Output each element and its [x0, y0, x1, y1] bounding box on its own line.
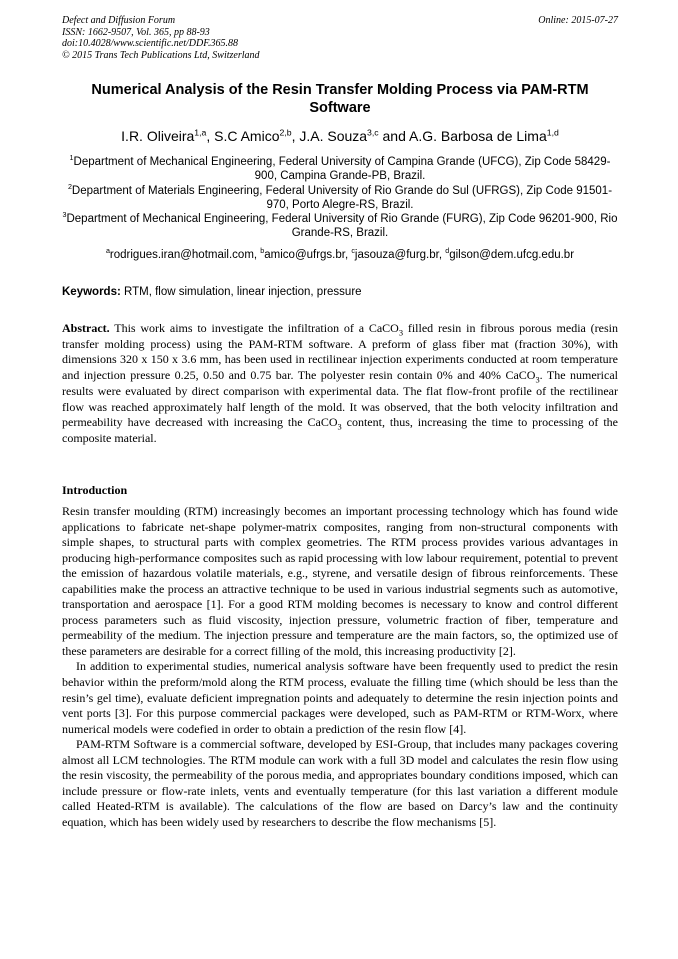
- author-list: I.R. Oliveira$^{1,a}$, S.C Amico$^{2,b}$, J.A. Souza$^{3,c}$ and A.G. Barbosa de Lima$^{1,d}$: [121, 127, 559, 144]
- paragraph: Resin transfer moulding (RTM) increasingly becomes an important processing technology which has found wide applications to fabricate net-shape polymer-matrix composites, ranging from non-structural components with simple shapes, to structural parts with complex geometries. The RTM process provides various advantages in producing high-performance composites such as rapid processing with low labour requirement, potential to prevent the emission of hazardous volatile materials, e.g., styrene, and versatile design of fibrous reinforcements. These capabilities make the process an attractive technique to be used in various industrial segments such as automotive, transportation and aerospace [1]. For a good RTM molding becomes is necessary to know and control different process parameters such as fluid viscosity, injection pressure, volumetric fraction of fiber, temperature and permeability of the medium. The injection pressure and temperature are the main factors, so, the optimized use of these parameters are desirable for a correct filling of the mold, this increasing productivity [2].: [62, 504, 618, 658]
- affiliation-list: [62, 155, 618, 241]
- email[interactable]: $^a$rodrigues.iran@hotmail.com: [105, 247, 254, 261]
- paper-title: Numerical Analysis of the Resin Transfer Molding Process via PAM-RTM Software: [91, 82, 589, 116]
- paragraph: In addition to experimental studies, numerical analysis software have been frequently used to predict the resin behavior within the preform/mold along the RTM process, evaluate the filling time (which should be less than the resin’s gel time), evaluate deficient impregnation points and adequately to determine the resin injection points and vent ports [3]. For this purpose commercial packages were developed, such as PAM-RTM or RTM-Worx, where numerical models were codefied in order to obtain a prediction of the resin flow [4].: [62, 659, 618, 736]
- email[interactable]: $^c$jasouza@furg.br: [351, 247, 439, 261]
- section-heading-introduction: Introduction: [62, 483, 128, 497]
- email[interactable]: $^d$gilson@dem.ufcg.edu.br: [445, 247, 575, 261]
- email[interactable]: $^b$amico@ufrgs.br: [260, 247, 345, 261]
- email-list: $^a$rodrigues.iran@hotmail.com, $^b$amico@ufrgs.br, $^c$jasouza@furg.br, $^d$gilson@dem.ufcg.edu.br: [105, 247, 575, 261]
- doi-line: doi:10.4028/www.scientific.net/DDF.365.88: [62, 38, 239, 49]
- journal-header: [62, 15, 618, 61]
- copyright-line: © 2015 Trans Tech Publications Ltd, Switzerland: [62, 49, 260, 61]
- affiliation: $^3$Department of Mechanical Engineering, Federal University of Rio Grande (FURG), Zip Code 96201-900, Rio Grande-RS, Brazil.: [62, 211, 618, 240]
- keywords-label: Keywords:: [62, 286, 121, 298]
- affiliation: $^2$Department of Materials Engineering, Federal University of Rio Grande do Sul (UFRGS), Zip Code 91501-970, Porto Alegre-RS, Brazil.: [67, 182, 613, 211]
- keywords: [62, 285, 618, 299]
- author: A.G. Barbosa de Lima$^{1,d}$: [409, 127, 559, 144]
- affiliation: $^1$Department of Mechanical Engineering, Federal University of Campina Grande (UFCG), Zip Code 58429-900, Campina Grande-PB, Brazil.: [69, 154, 611, 183]
- keywords-text: RTM, flow simulation, linear injection, pressure: [120, 286, 362, 298]
- author: I.R. Oliveira$^{1,a}$: [121, 127, 207, 144]
- issn-line: ISSN: 1662-9507, Vol. 365, pp 88-93: [62, 26, 210, 38]
- introduction-body: [62, 504, 618, 830]
- author: J.A. Souza$^{3,c}$: [299, 127, 379, 144]
- online-date: Online: 2015-07-27: [538, 15, 618, 26]
- abstract: Abstract. This work aims to investigate the infiltration of a CaCO$_3$ filled resin in fibrous porous media (resin transfer molding process) using the PAM-RTM software. A preform of glass fiber mat (fraction 30%), with dimensions 320 x 150 x 3.6 mm, has been used in rectilinear injection experiments conducted at room temperature and injection pressure 0.25, 0.50 and 0.75 bar. The polyester resin contain 0% and 40% CaCO$_3$. The numerical results were evaluated by direct comparison with experimental data. The flat flow-front profile of the rectilinear flow was reached approximately half length of the mold. It was observed, that the both velocity infiltration and permeability have decreased with increasing the CaCO$_3$ content, thus, increasing the time to processing of the composite material.: [62, 321, 619, 445]
- journal-name: Defect and Diffusion Forum: [62, 15, 176, 26]
- author: S.C Amico$^{2,b}$: [214, 127, 292, 144]
- abstract-label: Abstract.: [62, 321, 110, 335]
- paragraph: PAM-RTM Software is a commercial software, developed by ESI-Group, that includes many packages covering almost all LCM technologies. The RTM module can work with a full 3D model and calculates the resin flow using the resin viscosity, the permeability of the porous media, and appropriates boundary conditions imposed, which can include pressure or flow-rate inlets, vents and eventually temperature (for this last variation a different module called Heated-RTM is available). The calculations of the flow are based on Darcy’s law and the continuity equation, which has been widely used by researchers to describe the flow mechanisms [5].: [62, 737, 618, 829]
